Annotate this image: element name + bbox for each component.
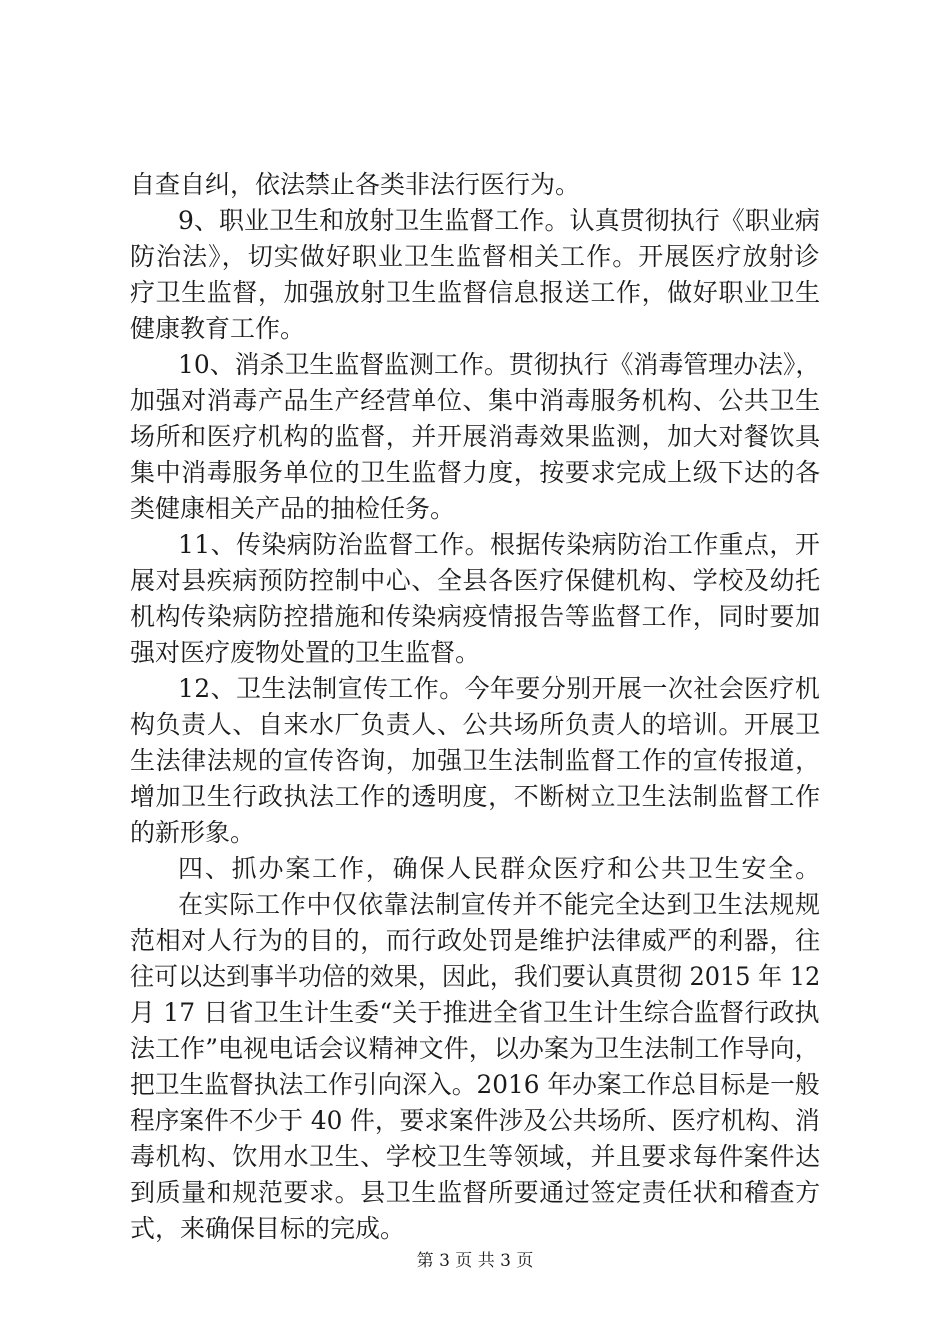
text-line: 增加卫生行政执法工作的透明度，不断树立卫生法制监督工作 [130,782,821,811]
text-line: 把卫生监督执法工作引向深入。2016 年办案工作总目标是一般 [130,1070,820,1099]
text-line: 12、卫生法制宣传工作。今年要分别开展一次社会医疗机 [178,674,821,703]
text-line: 构负责人、自来水厂负责人、公共场所负责人的培训。开展卫 [130,710,821,739]
text-line: 月 17 日省卫生计生委“关于推进全省卫生计生综合监督行政执 [130,998,820,1027]
text-line: 式，来确保目标的完成。 [130,1214,406,1243]
text-line: 10、消杀卫生监督监测工作。贯彻执行《消毒管理办法》， [178,350,821,379]
text-line: 疗卫生监督，加强放射卫生监督信息报送工作，做好职业卫生 [130,278,821,307]
section-heading: 四、抓办案工作，确保人民群众医疗和公共卫生安全。 [178,854,822,883]
text-line: 健康教育工作。 [130,314,306,343]
text-line: 场所和医疗机构的监督，并开展消毒效果监测，加大对餐饮具 [130,422,821,451]
text-line: 类健康相关产品的抽检任务。 [130,494,456,523]
text-line: 的新形象。 [130,818,256,847]
text-line: 11、传染病防治监督工作。根据传染病防治工作重点，开 [178,530,821,559]
text-line: 范相对人行为的目的，而行政处罚是维护法律威严的利器，往 [130,926,821,955]
text-line: 强对医疗废物处置的卫生监督。 [130,638,481,667]
text-line: 加强对消毒产品生产经营单位、集中消毒服务机构、公共卫生 [130,386,821,415]
text-line: 机构传染病防控措施和传染病疫情报告等监督工作，同时要加 [130,602,821,631]
text-line: 展对县疾病预防控制中心、全县各医疗保健机构、学校及幼托 [130,566,821,595]
page-footer: 第 3 页 共 3 页 [416,1251,534,1271]
text-line: 往可以达到事半功倍的效果，因此，我们要认真贯彻 2015 年 12 [130,962,821,991]
text-line: 防治法》，切实做好职业卫生监督相关工作。开展医疗放射诊 [130,242,821,271]
text-line: 自查自纠，依法禁止各类非法行医行为。 [130,170,581,199]
text-line: 集中消毒服务单位的卫生监督力度，按要求完成上级下达的各 [130,458,821,487]
text-line: 在实际工作中仅依靠法制宣传并不能完全达到卫生法规规 [178,890,821,919]
text-line: 程序案件不少于 40 件，要求案件涉及公共场所、医疗机构、消 [130,1106,820,1135]
text-line: 到质量和规范要求。县卫生监督所要通过签定责任状和稽查方 [130,1178,821,1207]
text-line: 法工作”电视电话会议精神文件，以办案为卫生法制工作导向， [130,1034,820,1063]
text-line: 9、职业卫生和放射卫生监督工作。认真贯彻执行《职业病 [178,206,820,235]
text-line: 毒机构、饮用水卫生、学校卫生等领域，并且要求每件案件达 [130,1142,821,1171]
text-line: 生法律法规的宣传咨询，加强卫生法制监督工作的宣传报道， [130,746,821,775]
